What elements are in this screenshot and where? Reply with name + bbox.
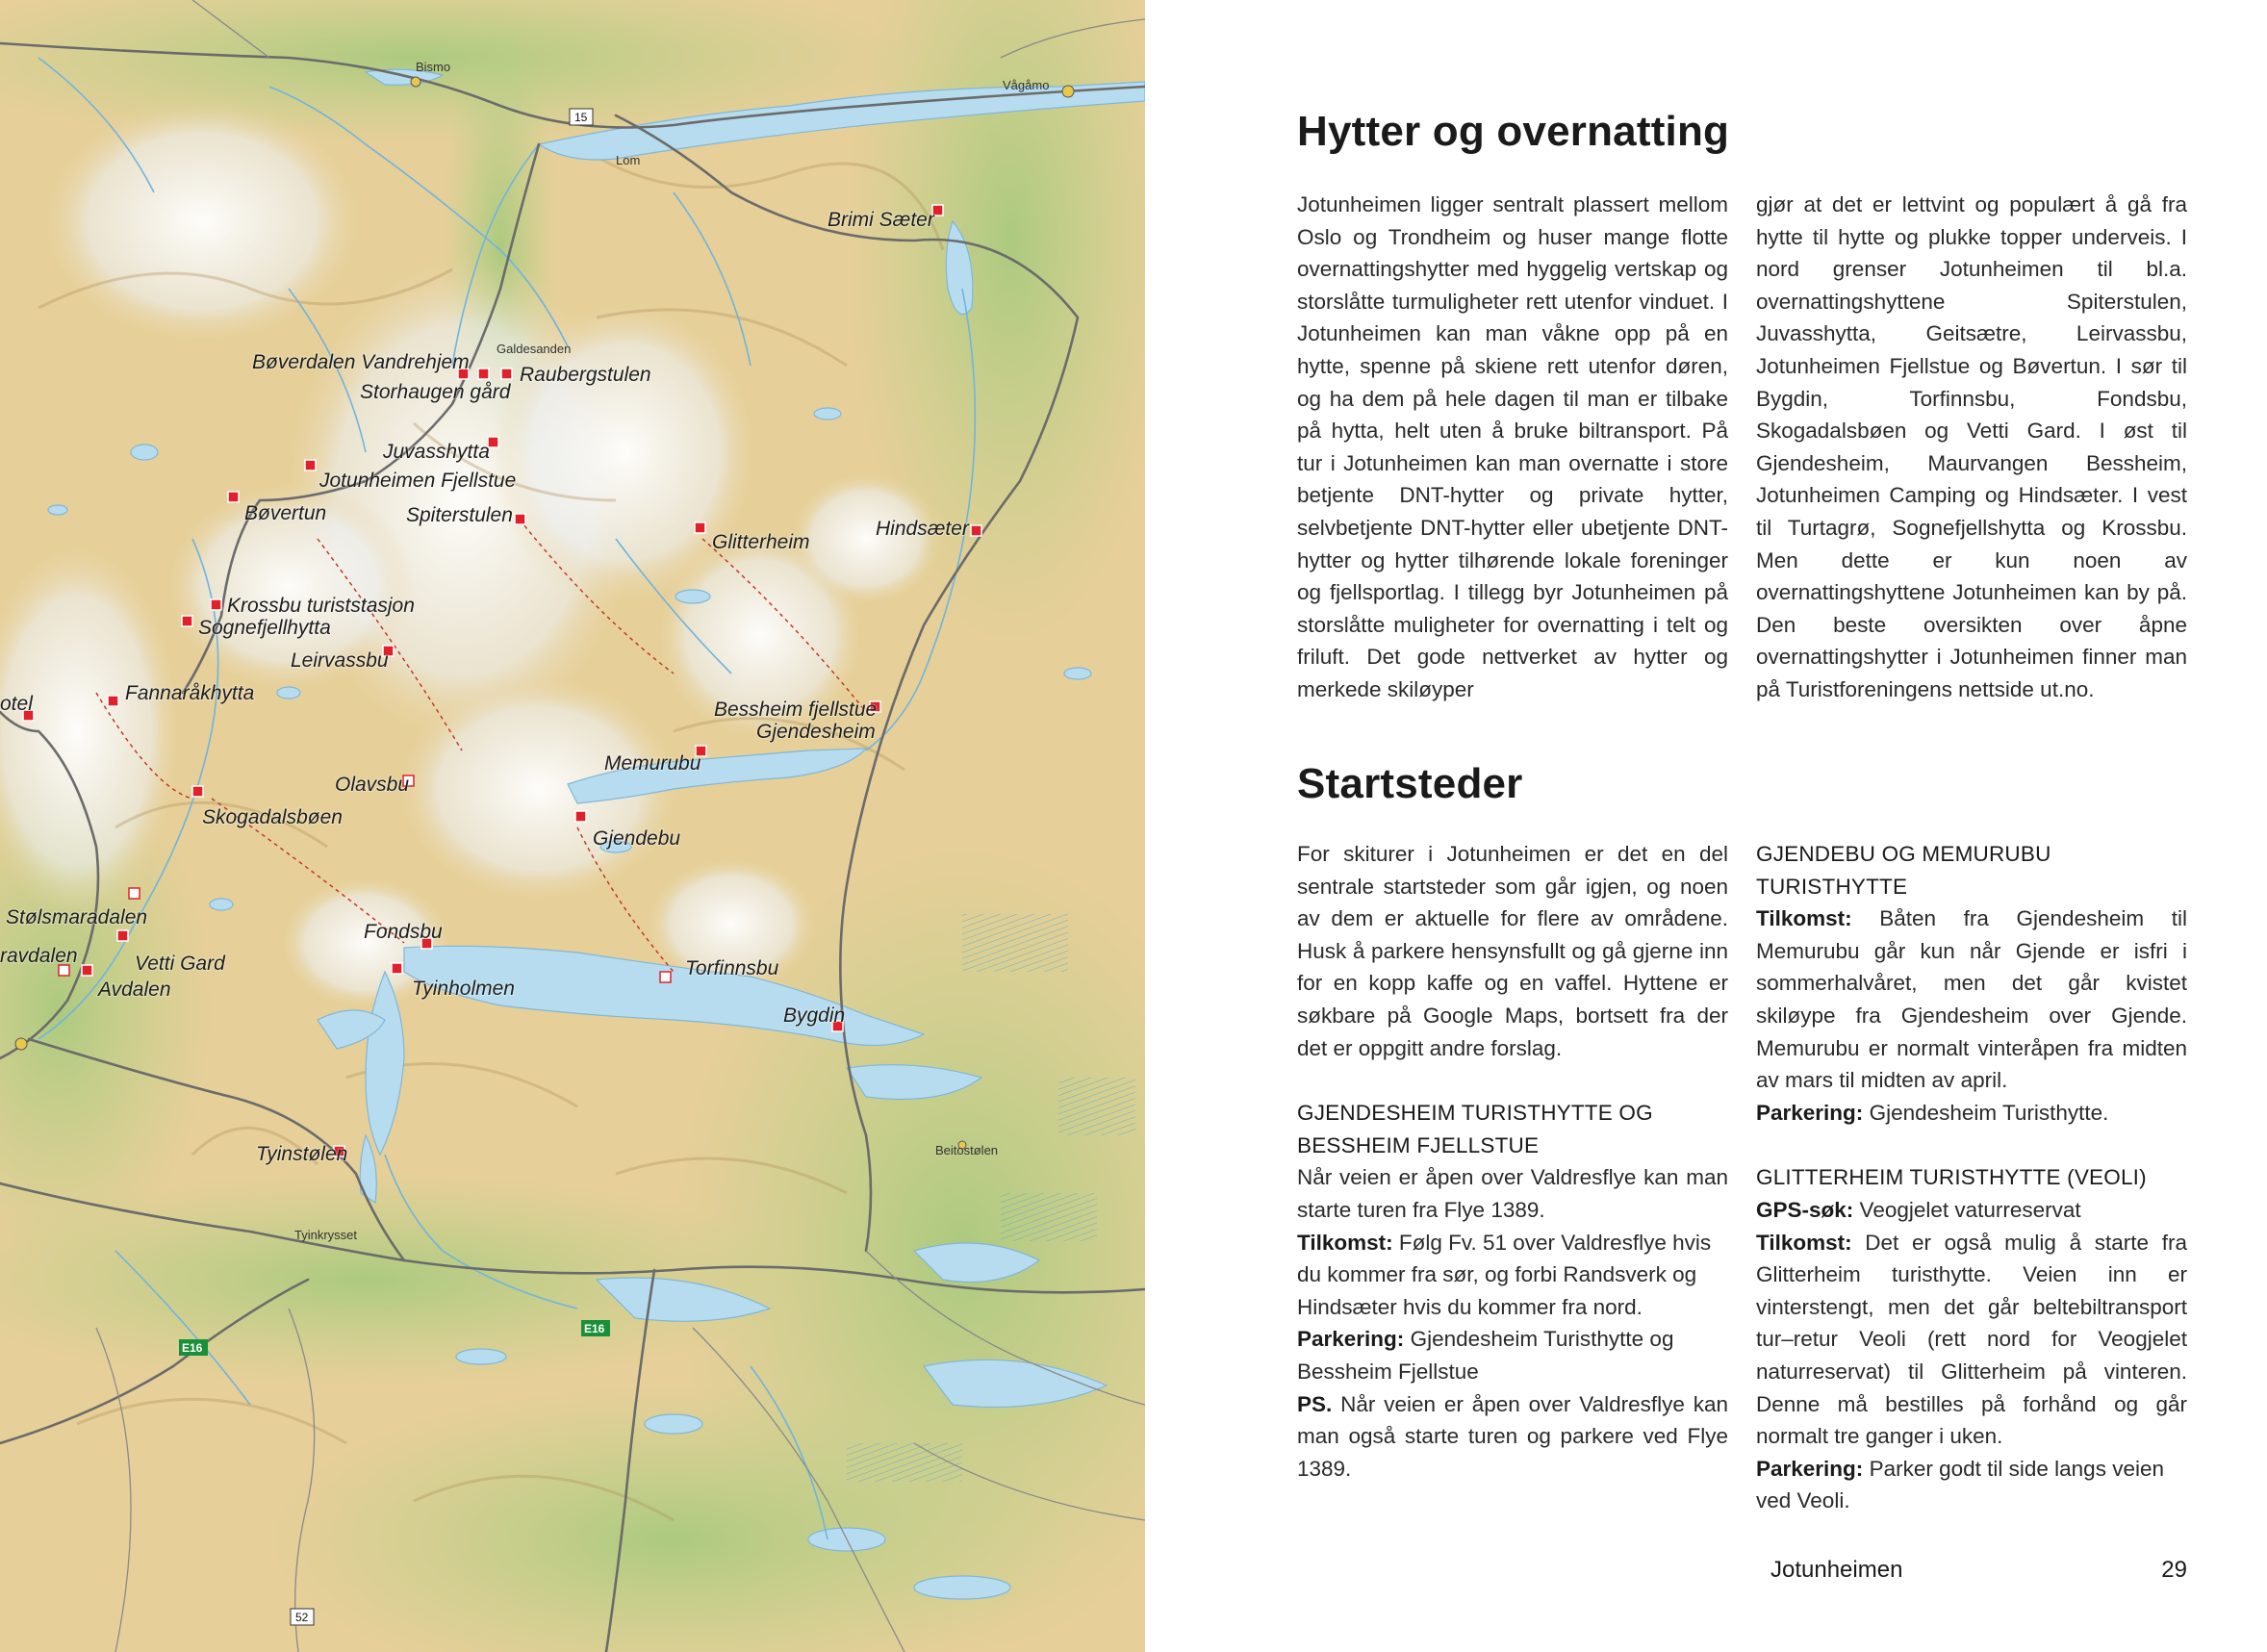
gjendesheim-parkering-label: Parkering:	[1297, 1327, 1405, 1352]
hytter-text-2: gjør at det er lettvint og populært å gå fra hytte til hytte og plukke topper underveis. I nord grenser Jotunheimen til bl.a. overnattingshyttene Spiterstulen, Juvasshytta, Geitsætre, Leirvassbu, Jotunheimen Fjellstue og Bøvertun. I sør til Bygdin, Torfinnsbu, Fondsbu, Skogadalsbøen og Vetti Gard. I øst til Gjendesheim, Maurvangen Bessheim, Jotunheimen Camping og Hindsæter. I vest til Turtagrø, Sognefjellshytta og Krossbu. Men dette er kun noen av overnattingshyttene Jotunheimen kan by på. Den beste oversikten over åpne overnattingshytter i Jotunheimen finner man på Turistforeningens nettside ut.no.	[1756, 192, 2187, 701]
gjendesheim-tilkomst-label: Tilkomst:	[1297, 1230, 1393, 1255]
label-krossbu: Krossbu turiststasjon	[227, 595, 415, 617]
startsteder-column-1	[1297, 838, 1728, 1485]
label-fondsbu: Fondsbu	[364, 921, 443, 943]
label-tyinstolen: Tyinstølen	[256, 1143, 348, 1165]
gjendebu-parkering-label: Parkering:	[1756, 1100, 1864, 1125]
town-label: Beitostølen	[935, 1143, 999, 1157]
glitterheim-parkering-label: Parkering:	[1756, 1456, 1864, 1481]
road-badge-15	[570, 109, 593, 125]
hytter-column-1	[1297, 189, 1728, 706]
hytter-text-1: Jotunheimen ligger sentralt plassert mellom Oslo og Trondheim og huser mange flotte overnattingshytter med hyggelig vertskap og storslåtte turmuligheter rett utenfor vinduet. I Jotunheimen kan man våkne opp på en hytte, spenne på skiene rett utenfor døren, og ha dem på hele dagen til man er tilbake på hytta, helt uten å bruke biltransport. På tur i Jotunheimen kan man overnatte i store betjente DNT-hytter og private hytter, selvbetjente DNT-hytter eller ubetjente DNT-hytter og hytter tilhørende lokale foreninger og fjellsportlag. I tillegg byr Jotunheimen på storslåtte muligheter for overnatting i telt og friluft. Det gode nettverket av hytter og merkede skiløyper	[1297, 192, 1728, 701]
label-jotunheimen-fjellstue: Jotunheimen Fjellstue	[319, 470, 517, 492]
label-otel: otel	[0, 693, 33, 715]
town-label: Tyinkrysset	[294, 1228, 358, 1242]
hytter-column-2	[1756, 189, 2187, 706]
town-label: Galdesanden	[497, 342, 572, 356]
label-fannarakhytta: Fannaråkhytta	[125, 682, 255, 704]
glitterheim-tilkomst: Det er også mulig å starte fra Glitterheim turisthytte. Veien inn er vinterstengt, men det går beltebiltransport tur–retur Veoli (rett nord for Veogjelet naturreservat) til Glitterheim på vinteren. Denne må bestilles på forhånd og går normalt tre ganger i uken.	[1756, 1230, 2187, 1449]
glitterheim-gps: Veogjelet vaturreservat	[1859, 1197, 2081, 1222]
article-page	[1297, 0, 2187, 1652]
svg-text:52: 52	[295, 1611, 309, 1624]
gjendesheim-ps: Når veien er åpen over Valdresflye kan man også starte turen og parkere ved Flye 1389.	[1297, 1391, 1728, 1481]
town-label: Vågåmo	[1003, 78, 1050, 92]
town-label: Bismo	[416, 60, 451, 74]
gjendesheim-ps-label: PS.	[1297, 1391, 1333, 1416]
startsteder-intro: For skiturer i Jotunheimen er det en del sentrale startsteder som går igjen, og noen av dem er aktuelle for flere av områdene. Husk å parkere hensynsfullt og gå gjerne inn for en kopp kaffe og en vaffel. Hyttene er søkbare på Google Maps, bortsett fra der det er oppgitt andre forslag.	[1297, 842, 1728, 1060]
label-gjendebu: Gjendebu	[593, 827, 681, 850]
label-olavsbu: Olavsbu	[335, 774, 410, 796]
label-vetti-gard: Vetti Gard	[135, 953, 225, 975]
road-badge-52	[291, 1609, 314, 1625]
road-badge-e16-2	[581, 1320, 610, 1336]
label-tyinholmen: Tyinholmen	[412, 978, 515, 1000]
gjendebu-tilkomst: Båten fra Gjendesheim til Memurubu går kun når Gjende er isfri i sommerhalvåret, men det går kvistet skiløype fra Gjendesheim over Gjende. Memurubu er normalt vinteråpen fra midten av mars til midten av april.	[1756, 906, 2187, 1093]
label-skogadalsboen: Skogadalsbøen	[202, 806, 343, 828]
label-sognefjellhytta: Sognefjellhytta	[198, 617, 331, 639]
gjendebu-tilkomst-label: Tilkomst:	[1756, 906, 1852, 931]
label-bessheim: Bessheim fjellstue	[714, 699, 878, 721]
label-glitterheim: Glitterheim	[712, 531, 810, 553]
running-footer-title: Jotunheimen	[1770, 1557, 1903, 1583]
label-boverdalen-vandrehjem: Bøverdalen Vandrehjem	[252, 351, 470, 373]
label-raubergstulen: Raubergstulen	[520, 364, 651, 386]
gjendesheim-tilkomst: Følg Fv. 51 over Valdresflye hvis du kommer fra sør, og forbi Randsverk og Hindsæter hvis du kommer fra nord.	[1297, 1230, 1712, 1319]
svg-text:15: 15	[574, 111, 588, 124]
startsteder-column-2	[1756, 838, 2187, 1517]
glitterheim-gps-label: GPS-søk:	[1756, 1197, 1854, 1222]
label-torfinnsbu: Torfinnsbu	[685, 957, 779, 979]
gjendesheim-p1: Når veien er åpen over Valdresflye kan man starte turen fra Flye 1389.	[1297, 1165, 1728, 1222]
label-storhaugen-gard: Storhaugen gård	[360, 381, 511, 403]
gjendesheim-heading: GJENDESHEIM TURISTHYTTE OG BESSHEIM FJELLSTUE	[1297, 1101, 1653, 1157]
label-hindsaeter: Hindsæter	[876, 518, 969, 540]
label-stolsmaradalen: Stølsmaradalen	[6, 906, 148, 928]
label-leirvassbu: Leirvassbu	[291, 649, 389, 672]
road-badge-e16	[179, 1339, 208, 1356]
glitterheim-parkering: Parker godt til side langs veien ved Veoli.	[1756, 1456, 2164, 1513]
label-bovertun: Bøvertun	[244, 502, 327, 524]
section-title-startsteder: Startsteder	[1297, 760, 1523, 807]
label-brimi-saeter: Brimi Sæter	[828, 209, 934, 231]
gjendebu-heading: GJENDEBU OG MEMURUBU TURISTHYTTE	[1756, 842, 2051, 899]
label-bygdin: Bygdin	[783, 1004, 846, 1027]
section-title-hytter: Hytter og overnatting	[1297, 108, 1730, 155]
svg-text:E16: E16	[584, 1322, 605, 1335]
page-number: 29	[2161, 1557, 2187, 1583]
gjendebu-parkering: Gjendesheim Turisthytte.	[1869, 1100, 2109, 1125]
label-spiterstulen: Spiterstulen	[406, 504, 513, 526]
label-juvasshytta: Juvasshytta	[383, 441, 490, 463]
label-ravdalen: ravdalen	[0, 945, 78, 967]
label-avdalen: Avdalen	[98, 978, 171, 1001]
label-gjendesheim: Gjendesheim	[756, 721, 876, 743]
glitterheim-heading: GLITTERHEIM TURISTHYTTE (VEOLI)	[1756, 1165, 2147, 1190]
svg-text:E16: E16	[182, 1341, 203, 1355]
glitterheim-tilkomst-label: Tilkomst:	[1756, 1230, 1852, 1255]
gjendesheim-parkering: Gjendesheim Turisthytte og Bessheim Fjellstue	[1297, 1327, 1674, 1384]
town-label: Lom	[616, 153, 641, 167]
label-memurubu: Memurubu	[604, 752, 701, 775]
